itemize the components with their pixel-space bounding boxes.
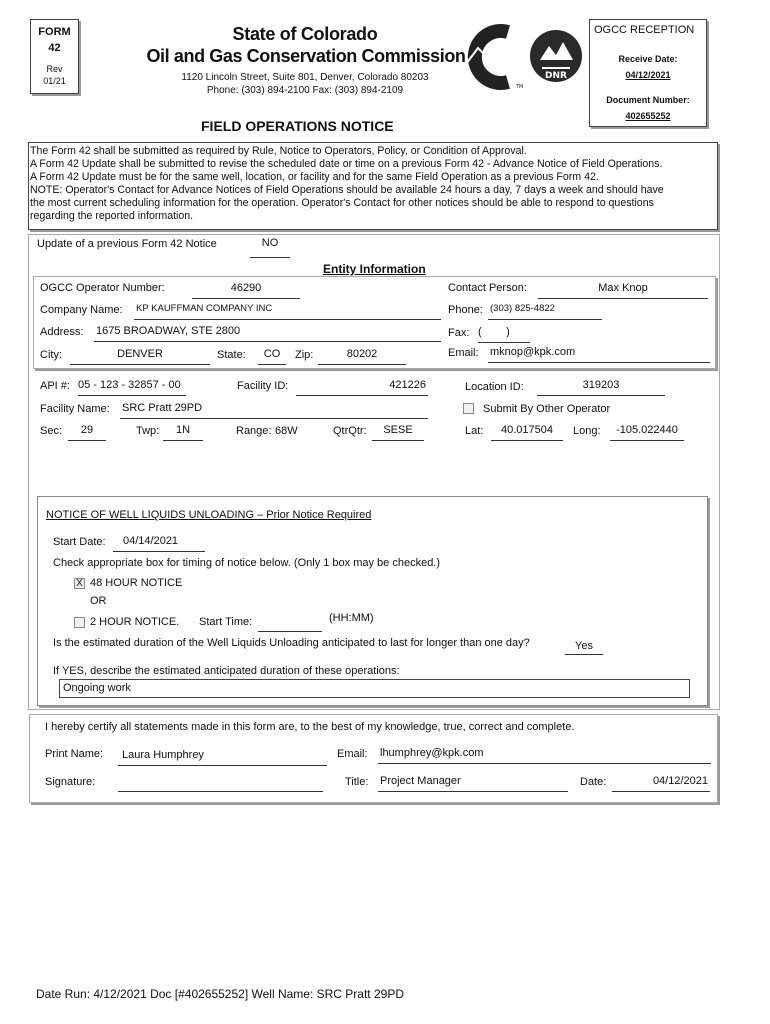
start-time-label: Start Time: xyxy=(199,616,253,628)
colorado-c-icon xyxy=(456,22,586,92)
form-title: FIELD OPERATIONS NOTICE xyxy=(201,118,394,134)
address-field[interactable]: 1675 BROADWAY, STE 2800 xyxy=(94,325,441,342)
check-instructions: Check appropriate box for timing of notice below. (Only 1 box may be checked.) xyxy=(53,557,441,569)
start-date-field[interactable]: 04/14/2021 xyxy=(113,535,205,552)
update-value[interactable]: NO xyxy=(250,237,290,258)
form-number: 42 xyxy=(48,42,61,54)
long-label: Long: xyxy=(573,425,601,437)
start-date-label: Start Date: xyxy=(53,536,106,548)
instruction-line-1: The Form 42 shall be submitted as required by Rule, Notice to Operators, Policy, or Condition of Approval. xyxy=(30,145,527,157)
form-number-box xyxy=(30,19,79,94)
colorado-logo xyxy=(456,22,586,92)
twp-field[interactable]: 1N xyxy=(163,424,203,441)
qtrqtr-label: QtrQtr: xyxy=(333,425,367,437)
lat-field[interactable]: 40.017504 xyxy=(491,424,563,441)
email-field[interactable]: mknop@kpk.com xyxy=(488,346,710,363)
state-title: State of Colorado xyxy=(232,24,378,44)
print-name-field[interactable]: Laura Humphrey xyxy=(118,749,327,766)
cert-email-label: Email: xyxy=(337,748,368,760)
duration-answer[interactable]: Yes xyxy=(565,640,603,655)
facility-id-field[interactable]: 421226 xyxy=(296,379,428,396)
api-label: API #: xyxy=(40,380,70,392)
facility-name-field[interactable]: SRC Pratt 29PD xyxy=(120,402,428,419)
instruction-line-5: the most current scheduling information for the operation. Operator's Contact for other notices should be able to respond to questions xyxy=(30,197,654,209)
cert-title-field[interactable]: Project Manager xyxy=(378,775,568,792)
certification-statement: I hereby certify all statements made in this form are, to the best of my knowledge, true, correct and complete. xyxy=(45,721,575,733)
phone-field[interactable]: (303) 825-4822 xyxy=(488,303,602,320)
trademark-label: TM xyxy=(516,84,524,90)
operator-number-label: OGCC Operator Number: xyxy=(40,282,165,294)
duration-question: Is the estimated duration of the Well Liquids Unloading anticipated to last for longer than one day? xyxy=(53,637,530,649)
form-rev-date: 01/21 xyxy=(43,76,66,86)
48-hour-checkbox[interactable]: X xyxy=(74,578,85,589)
instruction-line-4: NOTE: Operator's Contact for Advance Notices of Field Operations should be available 24 hours a day, 7 days a week and should have xyxy=(30,184,664,196)
contact-person-field[interactable]: Max Knop xyxy=(538,282,708,299)
facility-id-label: Facility ID: xyxy=(237,380,289,392)
form-label: FORM xyxy=(38,26,71,38)
signature-label: Signature: xyxy=(45,776,96,788)
sec-label: Sec: xyxy=(40,425,63,437)
document-number: 402655252 xyxy=(625,111,671,121)
lat-label: Lat: xyxy=(465,425,484,437)
city-field[interactable]: DENVER xyxy=(70,348,210,365)
range-label: Range: xyxy=(236,425,272,437)
update-label: Update of a previous Form 42 Notice xyxy=(37,238,217,250)
signature-field[interactable] xyxy=(118,775,323,792)
instruction-line-2: A Form 42 Update shall be submitted to revise the scheduled date or time on a previous Form 42 - Advance Notice of Field Operations. xyxy=(30,158,663,170)
address-label: Address: xyxy=(40,326,84,338)
cert-title-label: Title: xyxy=(345,776,369,788)
range-field[interactable]: 68W xyxy=(275,425,298,437)
describe-field[interactable]: Ongoing work xyxy=(59,679,690,698)
commission-address: 1120 Lincoln Street, Suite 801, Denver, Colorado 80203 xyxy=(181,72,429,83)
receive-date-label: Receive Date: xyxy=(618,54,678,64)
submit-by-other-label: Submit By Other Operator xyxy=(483,403,611,415)
qtrqtr-field[interactable]: SESE xyxy=(372,424,424,441)
instructions-box xyxy=(28,142,718,230)
submit-by-other-checkbox[interactable] xyxy=(463,403,474,414)
city-label: City: xyxy=(40,349,62,361)
location-id-field[interactable]: 319203 xyxy=(537,379,665,396)
state-label: State: xyxy=(217,349,246,361)
twp-label: Twp: xyxy=(136,425,160,437)
form-rev-label: Rev xyxy=(46,64,63,74)
long-field[interactable]: -105.022440 xyxy=(610,424,684,441)
dnr-label: DNR xyxy=(545,71,567,81)
company-name-label: Company Name: xyxy=(40,304,123,316)
commission-title: Oil and Gas Conservation Commission xyxy=(146,46,466,66)
2-hour-checkbox[interactable] xyxy=(74,617,85,628)
fax-field[interactable]: ( ) xyxy=(478,326,530,343)
state-field[interactable]: CO xyxy=(258,348,286,365)
fax-label: Fax: xyxy=(448,327,470,339)
describe-label: If YES, describe the estimated anticipated duration of these operations: xyxy=(53,665,400,677)
operator-number-field[interactable]: 46290 xyxy=(192,282,300,299)
start-time-format: (HH:MM) xyxy=(329,612,374,624)
instruction-line-3: A Form 42 Update must be for the same well, location, or facility and for the same Field Operation as a previous Form 42. xyxy=(30,171,599,183)
receive-date: 04/12/2021 xyxy=(625,70,671,80)
sec-field[interactable]: 29 xyxy=(68,424,106,441)
zip-field[interactable]: 80202 xyxy=(318,348,406,365)
notice-title: NOTICE OF WELL LIQUIDS UNLOADING – Prior Notice Required xyxy=(46,509,372,521)
print-name-label: Print Name: xyxy=(45,748,104,760)
instruction-line-6: regarding the reported information. xyxy=(30,210,194,222)
contact-person-label: Contact Person: xyxy=(448,282,527,294)
commission-phone: Phone: (303) 894-2100 Fax: (303) 894-2109 xyxy=(206,85,404,96)
reception-title: OGCC RECEPTION xyxy=(594,24,695,36)
reception-box xyxy=(589,19,707,127)
company-name-field[interactable]: KP KAUFFMAN COMPANY INC xyxy=(134,303,441,320)
facility-name-label: Facility Name: xyxy=(40,403,110,415)
api-field[interactable]: 05 - 123 - 32857 - 00 xyxy=(78,379,186,396)
zip-label: Zip: xyxy=(295,349,314,361)
start-time-field[interactable] xyxy=(258,615,322,632)
48-hour-label: 48 HOUR NOTICE xyxy=(90,577,183,589)
cert-email-field[interactable]: lhumphrey@kpk.com xyxy=(378,747,711,764)
location-id-label: Location ID: xyxy=(465,381,524,393)
footer-run-info: Date Run: 4/12/2021 Doc [#402655252] Well Name: SRC Pratt 29PD xyxy=(36,987,404,1001)
2-hour-label: 2 HOUR NOTICE. xyxy=(90,616,180,628)
cert-date-label: Date: xyxy=(580,776,607,788)
document-number-label: Document Number: xyxy=(606,95,690,105)
phone-label: Phone: xyxy=(448,304,483,316)
email-label: Email: xyxy=(448,347,479,359)
cert-date-field[interactable]: 04/12/2021 xyxy=(612,775,710,792)
entity-title: Entity Information xyxy=(323,262,426,276)
or-label: OR xyxy=(90,595,107,607)
